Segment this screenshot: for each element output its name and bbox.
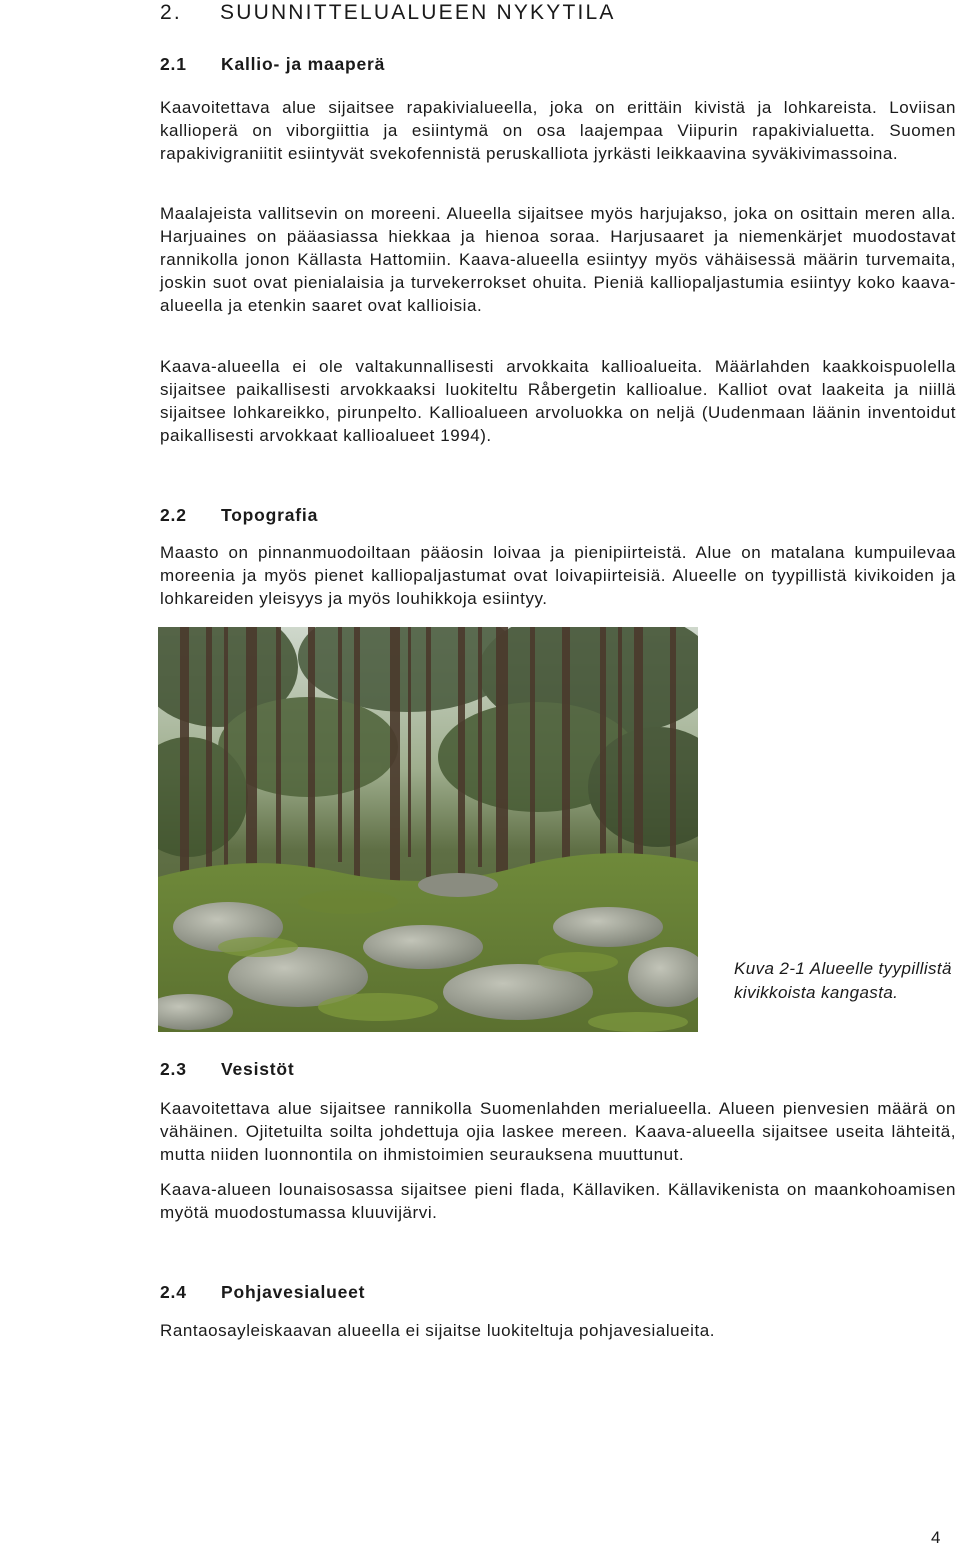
forest-photo <box>158 627 698 1032</box>
paragraph-soil-types: Maalajeista vallitsevin on moreeni. Alueella sijaitsee myös harjujakso, joka on osittain meren alla. Harjuaines on pääasiassa hiekkaa ja hienoa soraa. Harjusaaret ja niemenkärjet muodostavat rannikolla jonon Källasta Hattomiin. Kaava-alueella esiintyy myös vähäisessä määrin turvemaita, joskin suot ovat pienialaisia ja turvekerrokset ohuita. Pieniä kalliopaljastumia esiintyy koko kaava-alueella ja etenkin saaret ovat kallioisia. <box>160 204 956 315</box>
section-heading-2-2 <box>160 505 318 526</box>
section-title: Kallio- ja maaperä <box>221 54 386 74</box>
chapter-title: SUUNNITTELUALUEEN NYKYTILA <box>220 1 616 24</box>
section-number: 2.2 <box>160 505 187 525</box>
section-number: 2.1 <box>160 54 187 74</box>
chapter-number: 2. <box>160 1 182 24</box>
paragraph-topography: Maasto on pinnanmuodoiltaan pääosin loivaa ja pienipiirteistä. Alue on matalana kumpuilevaa moreenia ja myös pienet kalliopaljastumat ovat loivapiirteisiä. Alueelle on tyypillistä kivikoiden ja lohkareiden yleisyys ja myös louhikkoja esiintyy. <box>160 543 956 608</box>
paragraph-rock-areas: Kaava-alueella ei ole valtakunnallisesti arvokkaita kallioalueita. Määrlahden kaakkoispuolella sijaitsee paikallisesti arvokkaaksi luokiteltu Råbergetin kallioalue. Kalliot ovat laakeita ja niillä sijaitsee lohkareikko, pirunpelto. Kallioalueen arvoluokka on neljä (Uudenmaan läänin inventoidut paikallisesti arvokkaat kallioalueet 1994). <box>160 357 956 445</box>
section-title: Topografia <box>221 505 319 525</box>
section-number: 2.3 <box>160 1059 187 1079</box>
paragraph-bedrock: Kaavoitettava alue sijaitsee rapakivialueella, joka on erittäin kivistä ja lohkareista. Loviisan kallioperä on viborgiittia ja esiintymä on osa laajempaa Viipurin rapakivialuetta. Suomen rapakivigraniitit esiintyvät svekofennistä peruskalliota jyrkästi leikkaavina syväkivimassoina. <box>160 98 956 163</box>
page-number: 4 <box>931 1528 941 1547</box>
section-title: Vesistöt <box>221 1059 295 1079</box>
paragraph-waters: Kaavoitettava alue sijaitsee rannikolla Suomenlahden merialueella. Alueen pienvesien määrä on vähäinen. Ojitetuilta soilta johdettuja ojia laskee mereen. Kaava-alueella sijaitsee useita lähteitä, mutta niiden luonnontila on ihmistoimien seurauksena muuttunut. <box>160 1099 956 1164</box>
figure-caption: Kuva 2-1 Alueelle tyypillistä kivikkoista kangasta. <box>734 959 952 1002</box>
section-title: Pohjavesialueet <box>221 1282 366 1302</box>
paragraph-flada: Kaava-alueen lounaisosassa sijaitsee pieni flada, Källaviken. Källavikenista on maankohoamisen myötä muodostumassa kluuvijärvi. <box>160 1180 956 1222</box>
section-heading-2-4 <box>160 1282 365 1303</box>
section-heading-2-1 <box>160 54 385 75</box>
chapter-heading <box>160 1 616 25</box>
paragraph-groundwater: Rantaosayleiskaavan alueella ei sijaitse luokiteltuja pohjavesialueita. <box>160 1321 716 1340</box>
section-number: 2.4 <box>160 1282 187 1302</box>
section-heading-2-3 <box>160 1059 295 1080</box>
